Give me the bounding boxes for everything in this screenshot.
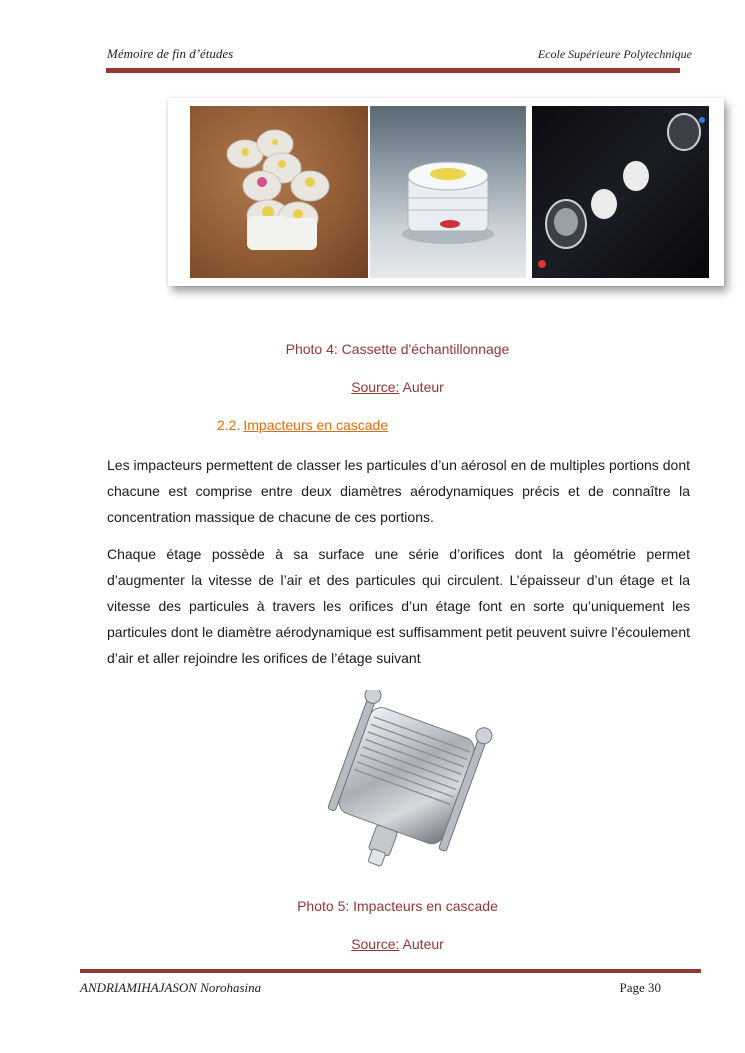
- figure-4-caption: Photo 4: Cassette d'échantillonnage: [285, 341, 510, 357]
- photo-cascade-impactor: [300, 690, 500, 880]
- paragraph-2: Chaque étage possède à sa surface une série d’orifices dont la géométrie permet d’augmenter la vitesse de l’air et des particules qui circulent. L’épaisseur d’un étage et la vitesse des particules à travers les orifices d’un étage font en sorte qu’uniquement les particules dont le diamètre aérodynamique est suffisamment petit peuvent suivre l’écoulement d’air et aller rejoindre les orifices de l’étage suivant: [107, 546, 690, 666]
- section-heading: [217, 417, 388, 433]
- photo-cassettes-on-table: [190, 106, 368, 278]
- footer-author: ANDRIAMIHAJASON Norohasina: [80, 980, 262, 995]
- footer-page-number: Page 30: [619, 980, 661, 995]
- section-number: 2.2.: [217, 417, 241, 433]
- figure-5-source: [25, 936, 745, 952]
- header-right: Ecole Supérieure Polytechnique: [537, 47, 692, 61]
- header-rule: [106, 68, 680, 73]
- figure-5-caption: Photo 5: Impacteurs en cascade: [297, 898, 498, 914]
- photo-4-strip: [168, 98, 724, 286]
- source-value: Auteur: [399, 936, 444, 952]
- paragraph-1: Les impacteurs permettent de classer les particules d’un aérosol en de multiples portions dont chacune est comprise entre deux diamètres aérodynamiques précis et de connaître la concentration massique de chacune de ces portions.: [107, 457, 690, 525]
- header-left: Mémoire de fin d’études: [107, 46, 234, 61]
- source-label: Source:: [351, 936, 400, 952]
- section-title: Impacteurs en cascade: [243, 417, 389, 433]
- source-value: Auteur: [399, 379, 444, 395]
- figure-4-source: [25, 379, 745, 395]
- footer-rule: [80, 969, 701, 973]
- source-label: Source:: [351, 379, 400, 395]
- photo-filters-dark: [532, 106, 709, 278]
- photo-single-cassette: [370, 106, 526, 278]
